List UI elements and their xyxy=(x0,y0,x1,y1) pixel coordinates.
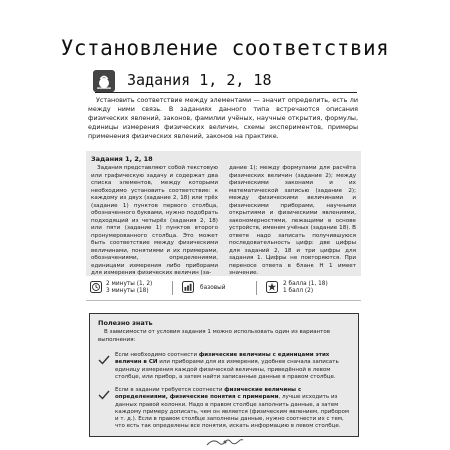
tasks-box-right-column: дание 1); между формулами для расчёта физических величин (задание 2); между физическими законами и их математической записью (задание 2); между физическими величинами и физическими приборами, научными открытиями и физическими явлениями, закономерностями, лежащими в основе устройств, именем учёных (задание 18). В ответе надо записать получившуюся последовательность цифр: две цифры для заданий 2, 18 и три цифры для задания 1. Цифры не повторяются. При переносе ответа в бланк Н 1 имеет значение. xyxy=(229,165,356,276)
useful-tip-box xyxy=(89,313,359,437)
stats-divider xyxy=(256,281,257,295)
intro-paragraph: Установить соответствие между элементами — значит определить, есть ли между ними связь. В заданиях данного типа встречаются описания физических явлений, законов, фамилии учёных, научные открытия, формулы, единицы измерения физических величин, схемы экспериментов, примеры применения физических явлений, законов на практике. xyxy=(88,96,358,140)
time-stat-2: 3 минуты (18) xyxy=(106,288,149,294)
kettlebell-icon xyxy=(93,70,115,92)
score-stat-1: 2 балла (1, 18) xyxy=(283,281,328,287)
task-header-title: Задания 1, 2, 18 xyxy=(127,71,272,89)
check-icon xyxy=(98,390,110,400)
star-icon xyxy=(266,281,278,293)
stats-divider xyxy=(172,281,173,295)
tip-item-1-rest: или приборами для их измерения, удобнее сначала записать единицу измерения каждой физической величины, приведённой в левом столбце, или прибор, а затем найти записанные данные в правом столбце. xyxy=(115,359,339,380)
tip-item-2 xyxy=(115,387,352,431)
time-stat-1: 2 минуты (1, 2) xyxy=(106,281,153,287)
tasks-description-box xyxy=(86,151,361,276)
task-stats-bar xyxy=(86,278,361,301)
tip-item-2-lead: Если в задании требуется соотнести xyxy=(115,387,225,393)
decorative-swirl-icon xyxy=(205,436,245,448)
time-stats xyxy=(106,281,152,295)
tip-title: Полезно знать xyxy=(98,319,153,327)
page-title: Установление соответствия xyxy=(60,36,390,60)
tasks-box-left-column: Задания представляют собой текстовую или графическую задачу и содержат два списка элементов, между которыми необходимо установить соответствие: к каждому из двух (задание 2, 18) или трёх (задание 1) пунктов первого столбца, обозначенного буквами, нужно подобрать подходящий из четырёх (задания 2, 18) или пяти (задание 1) пунктов второго пронумерованного столбца. Это может быть соответствие между физическими величинами, понятиями и их примерами, обозначениями, определениями, единицами измерения либо приборами для измерения физических величин (за- xyxy=(91,165,218,276)
tip-intro: В зависимости от условия задания 1 можно использовать один из вариантов выполнения: xyxy=(98,329,330,343)
task-header xyxy=(95,72,357,93)
tip-item-2-bold: физические величины с определениями, физические понятия с примерами xyxy=(115,387,302,401)
tip-item-1-bold: физические величины с единицами этих величин в СИ xyxy=(115,352,330,366)
tasks-box-title: Задания 1, 2, 18 xyxy=(91,155,153,163)
level-stat: базовый xyxy=(200,285,226,291)
tip-item-1 xyxy=(115,352,352,381)
tip-item-2-rest: , лучше исходить из данных правой колонки. Надо в правом столбце заполнить данные, а затем каждому примеру дописать, чем он является (физическим явлением, прибором и т. д.). Если в правом столбце заполнены данные, нужно соотнести их с тем, что есть так определены все понятия, искать информацию в левом столбце. xyxy=(115,394,350,430)
score-stat-2: 1 балл (2) xyxy=(283,288,314,294)
bar-chart-icon xyxy=(182,281,194,293)
score-stats xyxy=(283,281,328,295)
clock-icon xyxy=(90,281,102,293)
check-icon xyxy=(98,355,110,365)
tip-item-1-lead: Если необходимо соотнести xyxy=(115,352,199,358)
